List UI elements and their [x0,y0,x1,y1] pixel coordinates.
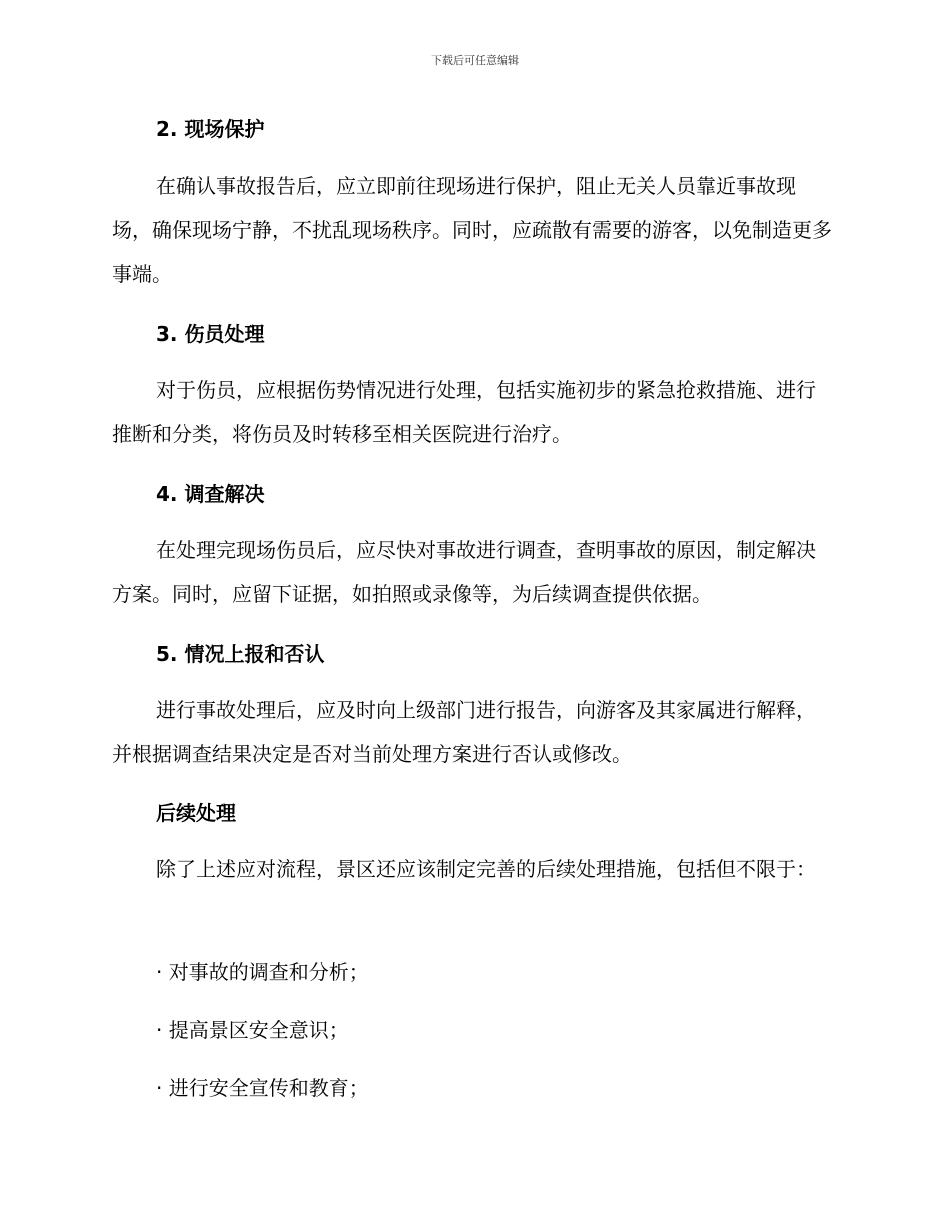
section-heading: 3. 伤员处理 [156,322,265,346]
list-item: · 进行安全宣传和教育； [156,1076,369,1100]
section-paragraph: 除了上述应对流程，景区还应该制定完善的后续处理措施，包括但不限于： [156,857,816,881]
section-paragraph: 在处理完现场伤员后，应尽快对事故进行调查，查明事故的原因，制定解决方案。同时，应留下证据，如拍照或录像等，为后续调查提供依据。 [112,538,816,606]
section-paragraph: 对于伤员，应根据伤势情况进行处理，包括实施初步的紧急抢救措施、进行推断和分类，将伤员及时转移至相关医院进行治疗。 [112,378,816,446]
section-paragraph: 进行事故处理后，应及时向上级部门进行报告，向游客及其家属进行解释，并根据调查结果决定是否对当前处理方案进行否认或修改。 [112,698,816,766]
list-item: · 提高景区安全意识； [156,1018,349,1042]
section-heading: 5. 情况上报和否认 [156,642,325,666]
section-heading: 后续处理 [156,801,236,825]
section-heading: 4. 调查解决 [156,482,265,506]
list-item: · 对事故的调查和分析； [156,960,369,984]
page-header: 下载后可任意编辑 [431,54,519,67]
section-paragraph: 在确认事故报告后，应立即前往现场进行保护，阻止无关人员靠近事故现场，确保现场宁静，不扰乱现场秩序。同时，应疏散有需要的游客，以免制造更多事端。 [112,174,832,286]
section-heading: 2. 现场保护 [156,117,265,141]
